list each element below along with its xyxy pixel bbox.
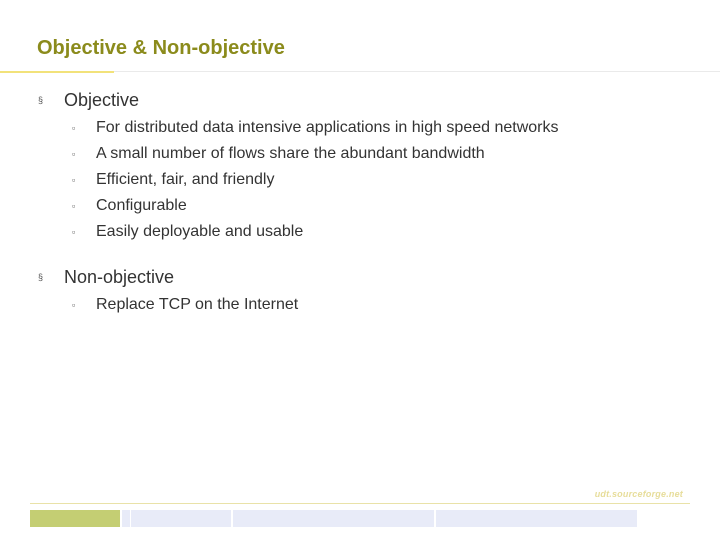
list-item-text: Easily deployable and usable — [96, 223, 304, 240]
section-heading-label: Non-objective — [64, 266, 175, 287]
sub-bullet-icon: ▫ — [72, 227, 76, 237]
footer-bar-blue — [122, 510, 130, 527]
title-underline-accent — [0, 71, 114, 73]
sub-bullet-icon: ▫ — [72, 201, 76, 211]
slide-title: Objective & Non-objective — [37, 37, 285, 59]
list-item-text: Efficient, fair, and friendly — [96, 171, 275, 188]
list-item — [38, 193, 698, 219]
section-bullet-icon: § — [38, 95, 44, 105]
list-item — [38, 141, 698, 167]
footer-bar-blue — [233, 510, 434, 527]
sub-bullet-icon: ▫ — [72, 175, 76, 185]
slide-body — [38, 88, 698, 318]
list-item-text: Configurable — [96, 197, 187, 214]
section-objective — [38, 88, 698, 245]
section-non-objective — [38, 265, 698, 318]
title-underline — [114, 71, 720, 72]
sub-bullet-icon: ▫ — [72, 300, 76, 310]
footer-bar-green — [30, 510, 120, 527]
footer-bar-blue — [131, 510, 231, 527]
list-item — [38, 292, 698, 318]
section-bullet-icon: § — [38, 272, 44, 282]
non-objective-list — [38, 292, 698, 318]
objective-list — [38, 115, 698, 245]
list-item-text: For distributed data intensive applications in high speed networks — [96, 119, 559, 136]
footer-divider — [30, 503, 690, 504]
section-heading — [38, 265, 698, 289]
footer-url: udt.sourceforge.net — [594, 489, 683, 499]
sub-bullet-icon: ▫ — [72, 123, 76, 133]
list-item-text: Replace TCP on the Internet — [96, 296, 299, 313]
list-item — [38, 115, 698, 141]
list-item — [38, 219, 698, 245]
section-heading — [38, 88, 698, 112]
section-heading-label: Objective — [64, 89, 140, 110]
list-item-text: A small number of flows share the abundant bandwidth — [96, 145, 485, 162]
sub-bullet-icon: ▫ — [72, 149, 76, 159]
list-item — [38, 167, 698, 193]
footer-bar-blue — [436, 510, 637, 527]
